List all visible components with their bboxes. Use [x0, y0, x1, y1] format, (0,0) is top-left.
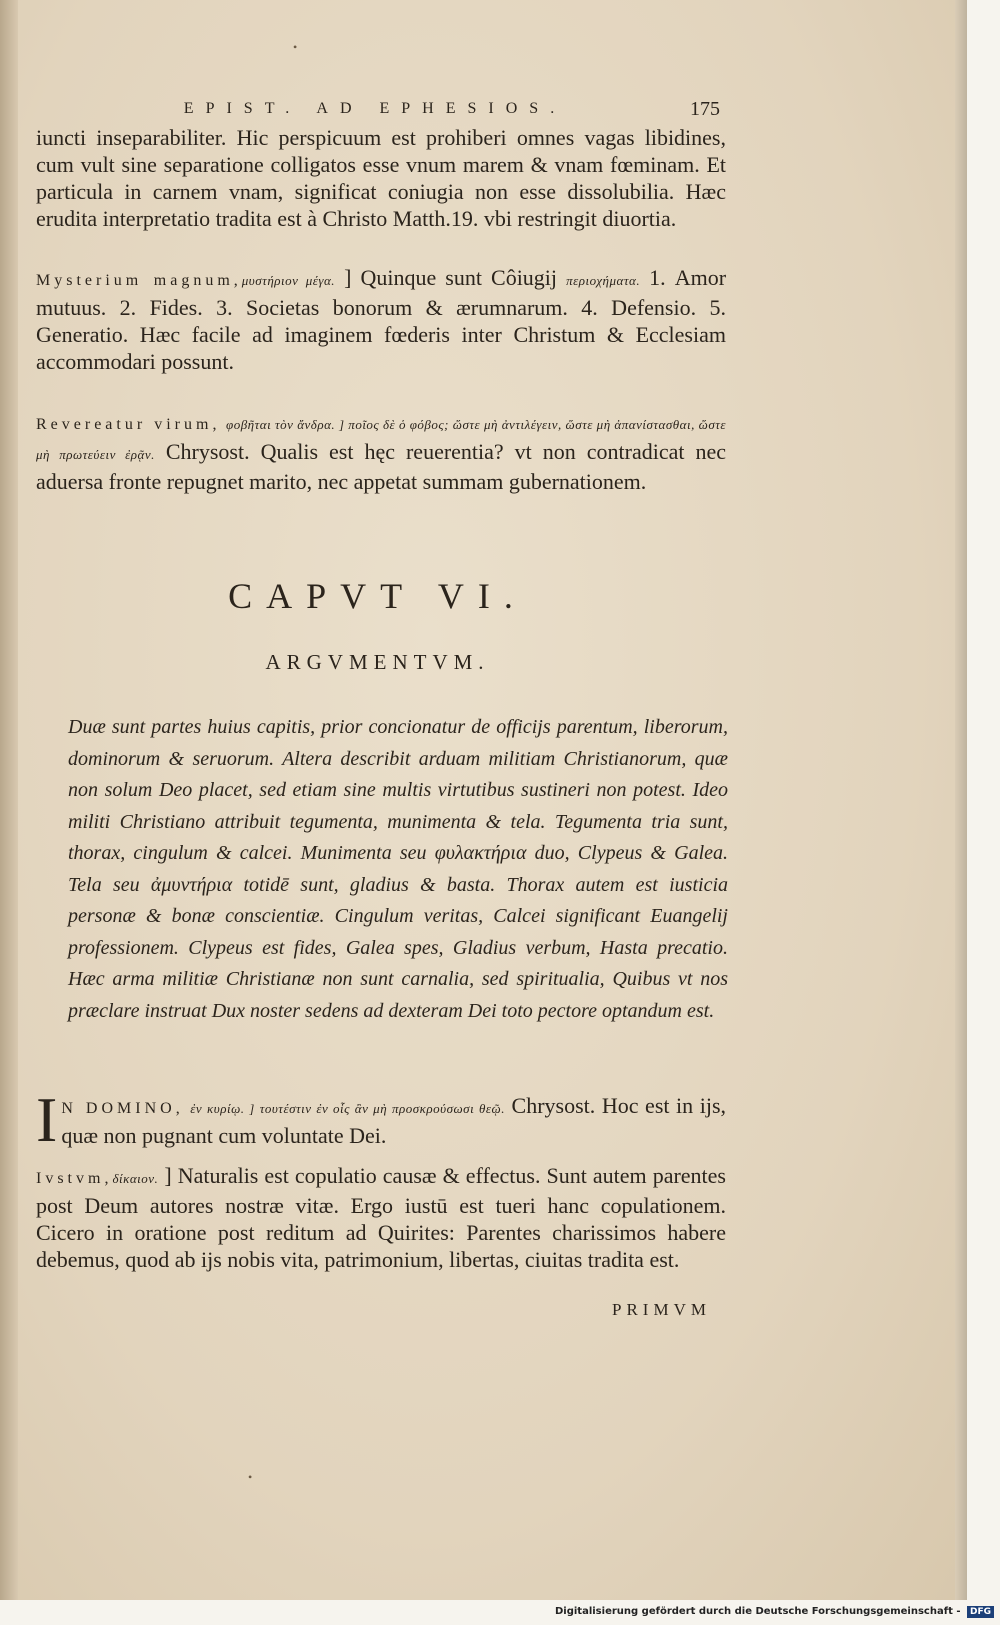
paragraph-2-text: ] Quinque sunt Côiugij [344, 265, 558, 290]
drop-capital: I [36, 1084, 58, 1155]
greek-gloss: δίκαιον. [112, 1171, 159, 1186]
ink-speck: • [293, 40, 298, 54]
paragraph-4-text: Chrysost. Hoc est in ijs, quæ non pugnant cum voluntate Dei. [61, 1093, 727, 1148]
paragraph-1: iuncti inseparabiliter. Hic perspicuum est prohiberi omnes vagas libidines, cum vult sine separatione colligatos esse vnum marem & vnam fœminam. Et particula in carnem vnam, significat coniugia non esse dissolubilia. Hæc erudita interpretatio tradita est à Christo Matth.19. vbi restringit diuortia. [36, 125, 726, 231]
dfg-logo: DFG [967, 1606, 994, 1618]
lemma-mysterium: Mysterium magnum, [36, 272, 242, 289]
digitization-credit [555, 1606, 994, 1618]
page-gutter [0, 0, 18, 1600]
lemma-in-domino: N DOMINO, [61, 1100, 184, 1117]
greek-quotation: φοβῆται τὸν ἄνδρα. ] ποῖος δὲ ὁ φόβος; ὥστε μὴ ἀντιλέγειν, ὥστε μὴ ἀπανίστασθαι, ὥστε μὴ πρωτεύειν ἐρᾷν. [36, 417, 727, 462]
greek-gloss: ἐν κυρίῳ. ] τουτέστιν ἐν οἷς ἂν μὴ προσκρούσωσι θεῷ. [190, 1101, 505, 1116]
paragraph-5-text: ] Naturalis est copulatio causæ & effectus. Sunt autem parentes post Deum autores nostræ vitæ. Ergo iustū est tueri hanc copulationem. Cicero in oratione post reditum ad Quirites: Parentes charissimos habere debemus, quod ab ijs nobis vita, patrimonium, libertas, ciuitas tradita est. [36, 1163, 726, 1272]
argument-text: Duæ sunt partes huius capitis, prior concionatur de officijs parentum, liberorum, dominorum & seruorum. Altera describit arduam militiam Christianorum, quæ non solum Deo placet, sed etiam sine multis virtutibus sustineri non potest. Ideo militi Christiano attribuit tegumenta, munimenta & tela. Tegumenta tria sunt, thorax, cingulum & calcei. Munimenta seu φυλακτήρια duo, Clypeus & Galea. Tela seu ἀμυντήρια totidē sunt, gladius & basta. Thorax autem est iusticia personæ & bonæ conscientiæ. Cingulum veritas, Calcei significant Euangelij professionem. Clypeus est fides, Galea spes, Gladius verbum, Hasta precatio. Hæc arma militiæ Christianæ non sunt carnalia, sed spiritualia, Quibus vt nos præclare instruat Dux noster sedens ad dexteram Dei toto pectore optandum est. [68, 716, 728, 1022]
running-head: EPIST. AD EPHESIOS. [183, 100, 567, 117]
page-fore-edge [955, 0, 967, 1600]
catchword: PRIMVM [612, 1300, 711, 1319]
ink-speck: • [248, 1470, 253, 1484]
page-number: 175 [690, 98, 720, 120]
greek-gloss: μυστήριον μέγα. [241, 273, 336, 288]
paragraph-4 [36, 1084, 727, 1155]
lemma-iustum: Ivstvm, [36, 1170, 113, 1187]
paragraph-5 [36, 1162, 726, 1273]
paragraph-3-text: Chrysost. Qualis est hęc reuerentia? vt non contradicat nec aduersa fronte repugnet marito, nec appetat summam gubernationem. [36, 439, 727, 494]
greek-gloss: περιοχήματα. [566, 273, 641, 288]
paragraph-3 [36, 408, 726, 495]
credit-text: Digitalisierung gefördert durch die Deutsche Forschungsgemeinschaft - [554, 1606, 961, 1617]
argument-heading: ARGVMENTVM. [265, 650, 490, 674]
lemma-revereatur: Revereatur virum, [36, 416, 221, 433]
paragraph-2-list: 1. Amor mutuus. 2. Fides. 3. Societas bonorum & ærumnarum. 4. Defensio. 5. Generatio. Hæc facile ad imaginem fœderis inter Christum & Ecclesiam accommodari possunt. [36, 265, 727, 374]
paragraph-2 [36, 264, 726, 375]
chapter-title: CAPVT VI. [228, 576, 527, 616]
